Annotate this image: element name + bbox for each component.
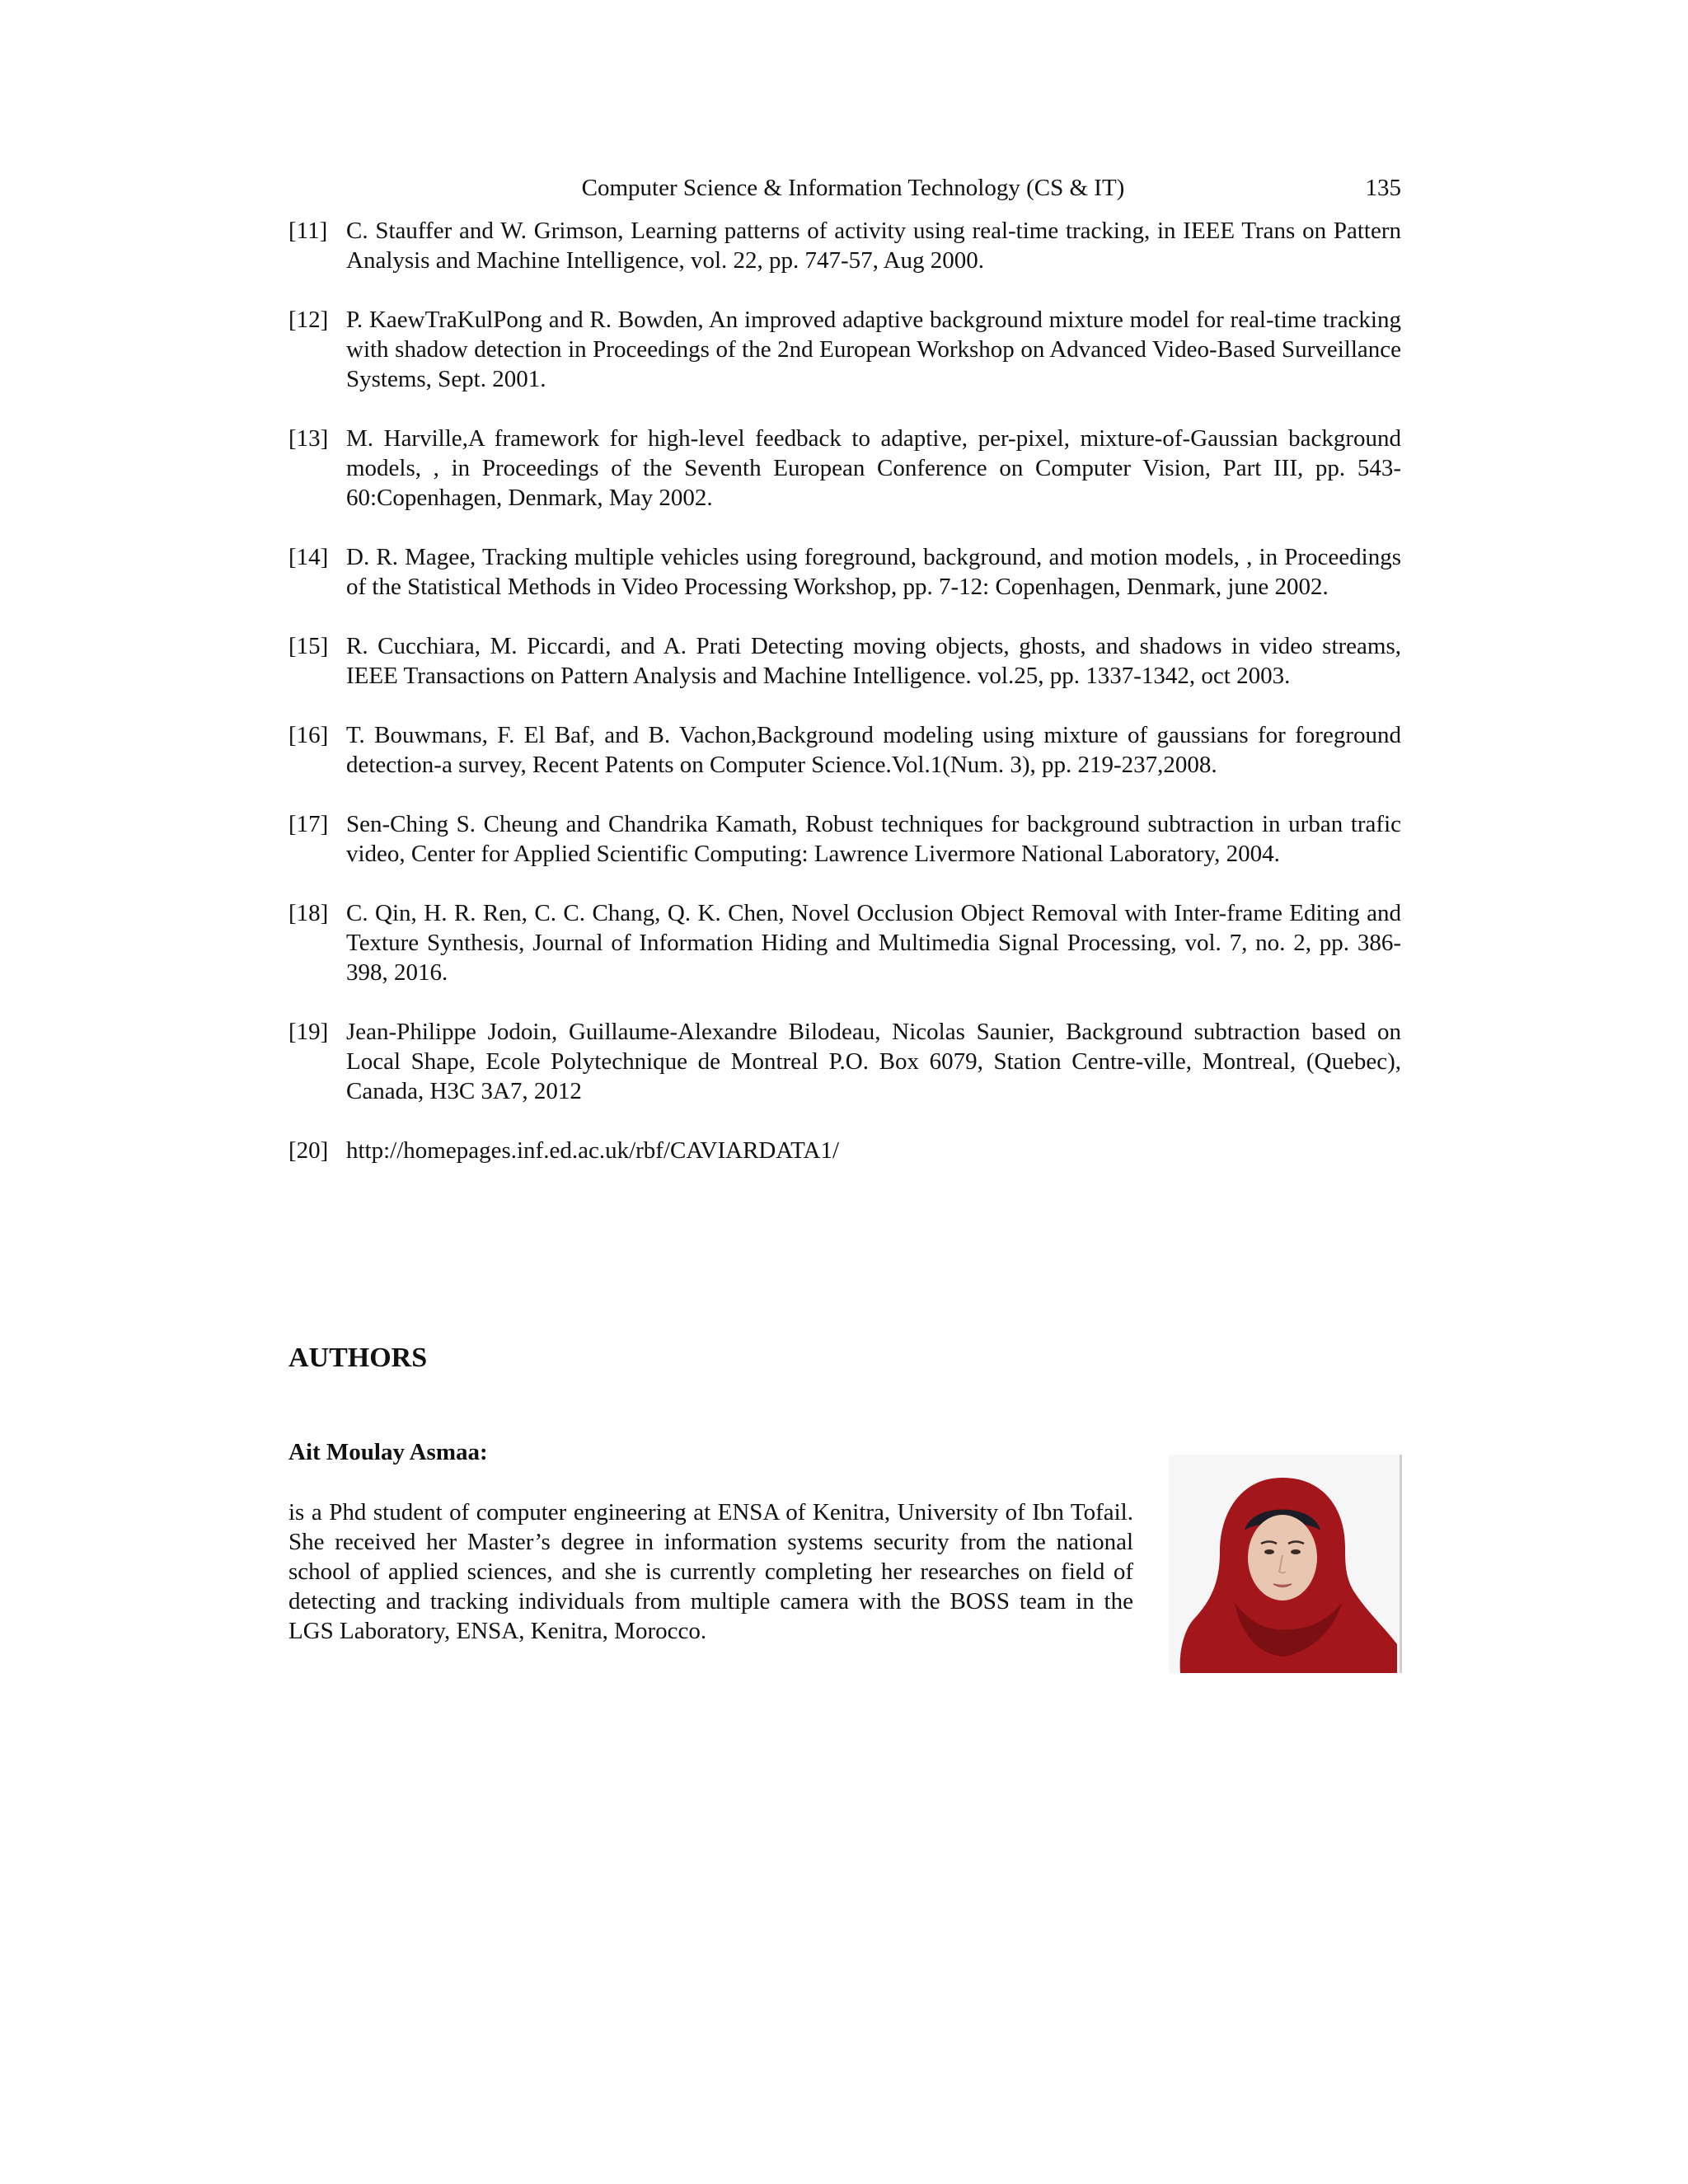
reference-item [288, 809, 1401, 869]
author-portrait [1169, 1455, 1397, 1673]
reference-number: [15] [288, 633, 329, 659]
reference-text: Jean-Philippe Jodoin, Guillaume-Alexandre Bilodeau, Nicolas Saunier, Background subtraction based on Local Shape, Ecole Polytechnique de Montreal P.O. Box 6079, Station Centre-ville, Montreal, (Quebec), Canada, H3C 3A7, 2012 [346, 1019, 1401, 1104]
right-eye [1291, 1549, 1301, 1554]
reference-number: [20] [288, 1137, 329, 1164]
reference-text: P. KaewTraKulPong and R. Bowden, An improved adaptive background mixture model for real-time tracking with shadow detection in Proceedings of the 2nd European Workshop on Advanced Video-Based Surveillance Systems, Sept. 2001. [346, 307, 1401, 392]
reference-text: C. Qin, H. R. Ren, C. C. Chang, Q. K. Chen, Novel Occlusion Object Removal with Inter-frame Editing and Texture Synthesis, Journal of Information Hiding and Multimedia Signal Processing, vol. 7, no. 2, pp. 386-398, 2016. [346, 900, 1401, 986]
reference-text: T. Bouwmans, F. El Baf, and B. Vachon,Background modeling using mixture of gaussians for foreground detection-a survey, Recent Patents on Computer Science.Vol.1(Num. 3), pp. 219-237,2008. [346, 722, 1401, 778]
reference-item [288, 216, 1401, 275]
page-number: 135 [1365, 175, 1401, 201]
authors-heading: AUTHORS [288, 1343, 428, 1373]
references-list [288, 216, 1401, 1195]
reference-number: [11] [288, 218, 328, 244]
reference-text: http://homepages.inf.ed.ac.uk/rbf/CAVIARDATA1/ [346, 1137, 839, 1164]
reference-item [288, 542, 1401, 602]
reference-item [288, 898, 1401, 987]
reference-item [288, 305, 1401, 394]
reference-text: R. Cucchiara, M. Piccardi, and A. Prati Detecting moving objects, ghosts, and shadows in video streams, IEEE Transactions on Pattern Analysis and Machine Intelligence. vol.25, pp. 1337-1342, oct 2003. [346, 633, 1401, 689]
reference-text: D. R. Magee, Tracking multiple vehicles using foreground, background, and motion models, , in Proceedings of the Statistical Methods in Video Processing Workshop, pp. 7-12: Copenhagen, Denmark, june 2002. [346, 544, 1401, 600]
reference-item [288, 720, 1401, 780]
reference-item [288, 1017, 1401, 1106]
left-eye [1264, 1549, 1274, 1554]
author-name: Ait Moulay Asmaa: [288, 1439, 488, 1465]
reference-text: M. Harville,A framework for high-level feedback to adaptive, per-pixel, mixture-of-Gaussian background models, , in Proceedings of the Seventh European Conference on Computer Vision, Part III, pp. 543-60:Copenhagen, Denmark, May 2002. [346, 425, 1401, 511]
author-bio: is a Phd student of computer engineering at ENSA of Kenitra, University of Ibn Tofail. She received her Master’s degree in information systems security from the national school of applied sciences, and she is currently completing her researches on field of detecting and tracking individuals from multiple camera with the BOSS team in the LGS Laboratory, ENSA, Kenitra, Morocco. [288, 1499, 1133, 1644]
reference-number: [18] [288, 900, 329, 926]
reference-number: [13] [288, 425, 329, 452]
reference-number: [16] [288, 722, 329, 748]
reference-item [288, 424, 1401, 513]
reference-text: C. Stauffer and W. Grimson, Learning patterns of activity using real-time tracking, in IEEE Trans on Pattern Analysis and Machine Intelligence, vol. 22, pp. 747-57, Aug 2000. [346, 218, 1401, 274]
reference-item [288, 1136, 1401, 1165]
reference-item [288, 631, 1401, 691]
reference-text: Sen-Ching S. Cheung and Chandrika Kamath, Robust techniques for background subtraction in urban trafic video, Center for Applied Scientific Computing: Lawrence Livermore National Laboratory, 2004. [346, 811, 1401, 867]
running-header [288, 171, 1401, 204]
journal-title: Computer Science & Information Technology (CS & IT) [581, 175, 1125, 201]
reference-number: [19] [288, 1019, 329, 1045]
reference-number: [14] [288, 544, 329, 570]
author-photo [1169, 1455, 1402, 1673]
reference-number: [12] [288, 307, 329, 333]
reference-number: [17] [288, 811, 329, 837]
